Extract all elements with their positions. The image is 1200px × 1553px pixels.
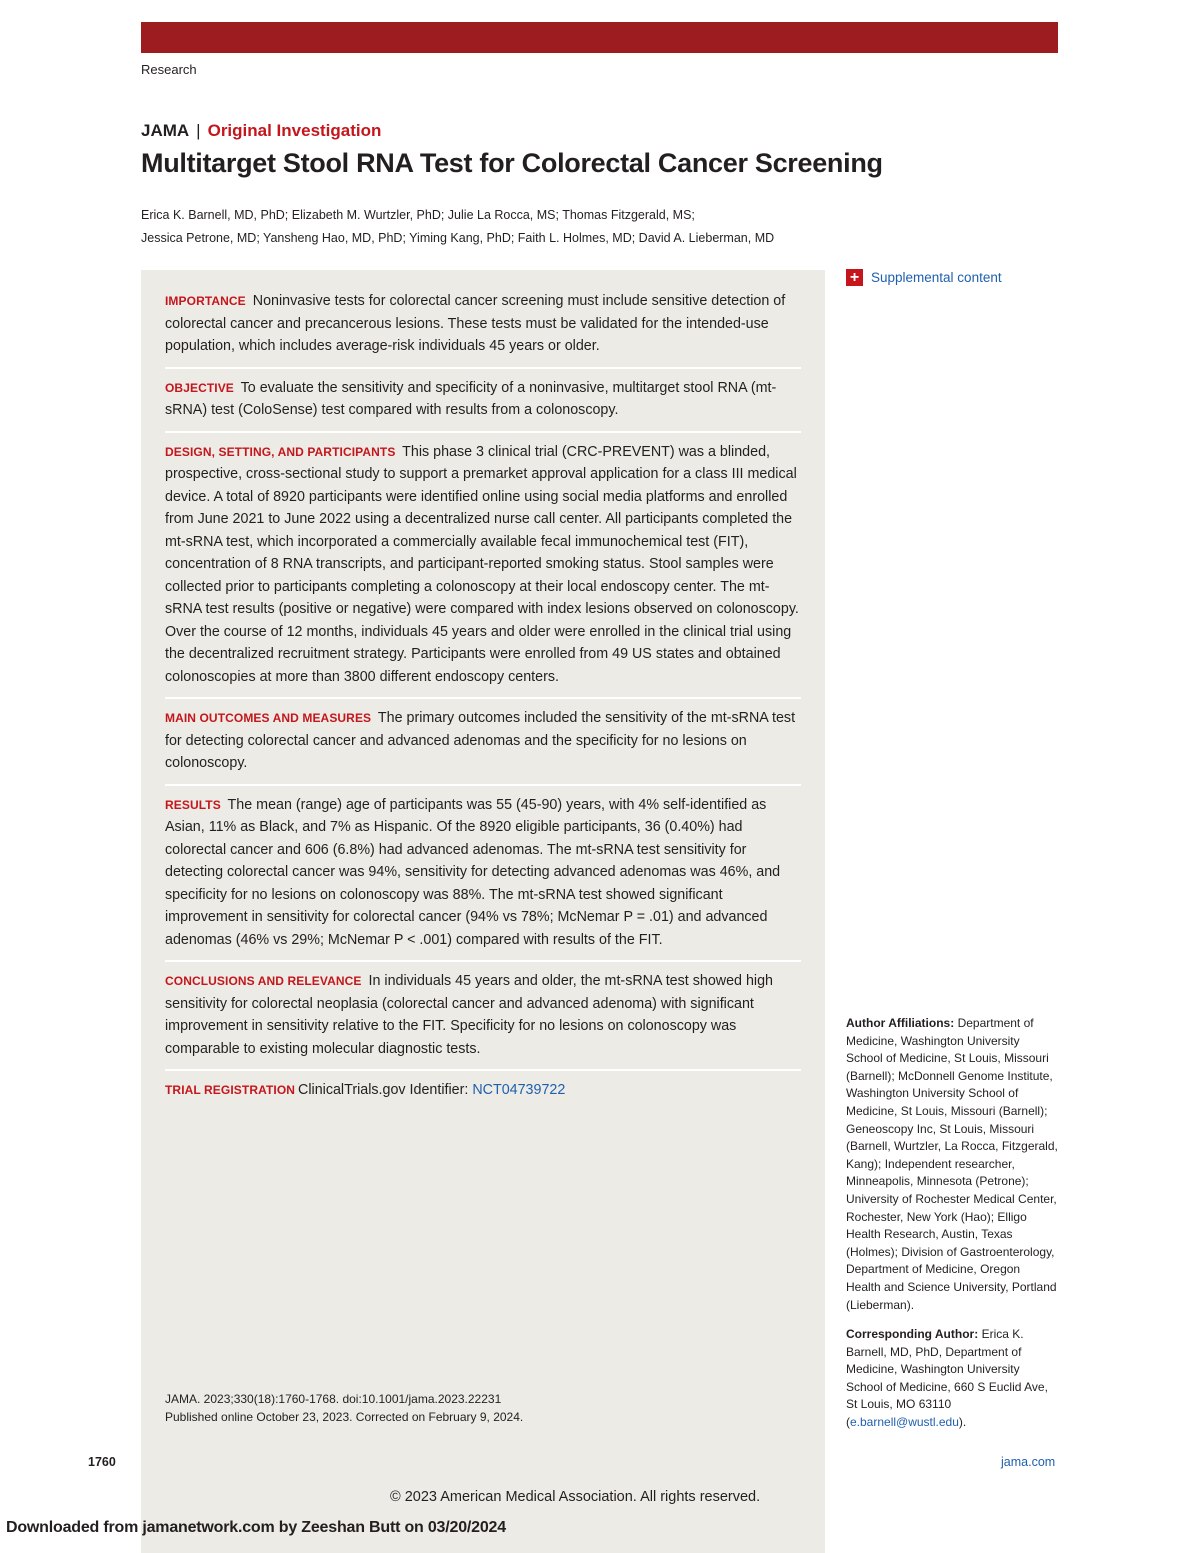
author-list <box>141 204 841 250</box>
conclusions-heading: CONCLUSIONS AND RELEVANCE <box>165 974 362 988</box>
conclusions-text: In individuals 45 years and older, the mt-sRNA test showed high sensitivity for colorectal neoplasia (colorectal cancer and advanced adenoma) with significant improvement in sensitivity relative to the FIT. Specificity for no lesions on colonoscopy was comparable to existing molecular diagnostic tests. <box>165 973 774 1057</box>
journal-name: JAMA <box>141 121 190 140</box>
abstract-outcomes <box>165 707 801 786</box>
page-number: 1760 <box>88 1455 116 1469</box>
article-title: Multitarget Stool RNA Test for Colorectal Cancer Screening <box>141 148 883 178</box>
author-affiliations <box>846 1015 1058 1314</box>
citation-line-1: JAMA. 2023;330(18):1760-1768. doi:10.1001/jama.2023.22231 <box>165 1392 502 1406</box>
corresponding-text: Erica K. Barnell, MD, PhD, Department of Medicine, Washington University School of Medicine, 660 S Euclid Ave, St Louis, MO 63110 ( <box>846 1327 1048 1430</box>
corresponding-email-link[interactable]: e.barnell@wustl.edu <box>850 1415 959 1430</box>
section-label: Research <box>141 62 197 77</box>
objective-heading: OBJECTIVE <box>165 380 234 395</box>
design-text: This phase 3 clinical trial (CRC-PREVENT) was a blinded, prospective, cross-sectional study to support a premarket approval application for a class III medical device. A total of 8920 participants were identified online using social media platforms and enrolled from June 2021 to June 2022 using a decentralized nurse call center. All participants completed the mt-sRNA test, which incorporated a commercially available fecal immunochemical test (FIT), concentration of 8 RNA transcripts, and participant-reported smoking status. Stool samples were collected prior to participants completing a colonoscopy at their local endoscopy center. The mt-sRNA test results (positive or negative) were compared with index lesions observed on colonoscopy. Over the course of 12 months, individuals 45 years and older were enrolled in the clinical trial using the decentralized recruitment strategy. Participants were enrolled from 49 US states and obtained colonoscopies at more than 3800 different endoscopy centers. <box>165 443 799 685</box>
trial-heading: TRIAL REGISTRATION <box>165 1083 296 1097</box>
importance-text: Noninvasive tests for colorectal cancer screening must include sensitive detection of colorectal cancer and precancerous lesions. These tests must be validated for the intended-use population, which includes average-risk individuals 45 years or older. <box>165 293 786 354</box>
importance-heading: IMPORTANCE <box>165 294 246 308</box>
outcomes-heading: MAIN OUTCOMES AND MEASURES <box>165 711 372 725</box>
abstract-importance <box>165 290 801 369</box>
abstract-trial-registration <box>165 1079 801 1111</box>
site-link[interactable]: jama.com <box>1001 1455 1056 1469</box>
abstract <box>165 290 801 1119</box>
affiliations-text: Department of Medicine, Washington University School of Medicine, St Louis, Missouri (Barnell); McDonnell Genome Institute, Washington University School of Medicine, St Louis, Missouri (Barnell); Geneoscopy Inc, St Louis, Missouri (Barnell, Wurtzler, La Rocca, Fitzgerald, Kang); Independent researcher, Minneapolis, Minnesota (Petrone); University of Rochester Medical Center, Rochester, New York (Hao); Elligo Health Research, Austin, Texas (Holmes); Division of Gastroenterology, Department of Medicine, Oregon Health and Science University, Portland (Lieberman). <box>846 1016 1058 1312</box>
copyright-notice: © 2023 American Medical Association. All rights reserved. <box>390 1489 761 1505</box>
journal-separator: | <box>196 121 201 140</box>
abstract-results <box>165 794 801 963</box>
download-watermark: Downloaded from jamanetwork.com by Zeeshan Butt on 03/20/2024 <box>6 1519 506 1536</box>
article-type: Original Investigation <box>207 121 382 140</box>
citation-line-2: Published online October 23, 2023. Corrected on February 9, 2024. <box>165 1410 524 1424</box>
supplemental-content-link[interactable] <box>846 269 1002 286</box>
corresponding-heading: Corresponding Author: <box>846 1327 979 1342</box>
corresponding-author <box>846 1326 1058 1432</box>
supplemental-label: Supplemental content <box>871 270 1002 285</box>
abstract-objective <box>165 377 801 433</box>
results-heading: RESULTS <box>165 797 221 812</box>
corresponding-tail: ). <box>958 1415 967 1430</box>
outcomes-text: The primary outcomes included the sensitivity of the mt-sRNA test for detecting colorectal cancer and advanced adenomas and the specificity for no lesions on colonoscopy. <box>165 710 796 771</box>
journal-color-bar <box>141 22 1058 53</box>
citation <box>165 1390 523 1426</box>
plus-icon: + <box>846 269 863 286</box>
design-heading: DESIGN, SETTING, AND PARTICIPANTS <box>165 444 396 459</box>
sidebar-affiliations <box>846 1015 1058 1444</box>
abstract-conclusions <box>165 970 801 1071</box>
trial-id-link[interactable]: NCT04739722 <box>472 1082 566 1098</box>
objective-text: To evaluate the sensitivity and specificity of a noninvasive, multitarget stool RNA (mt-sRNA) test (ColoSense) test compared with results from a colonoscopy. <box>165 379 777 418</box>
author-line-2: Jessica Petrone, MD; Yansheng Hao, MD, PhD; Yiming Kang, PhD; Faith L. Holmes, MD; David A. Lieberman, MD <box>141 231 775 245</box>
journal-line <box>141 121 381 141</box>
affiliations-heading: Author Affiliations: <box>846 1016 955 1030</box>
trial-text: ClinicalTrials.gov Identifier: <box>298 1082 473 1098</box>
author-line-1: Erica K. Barnell, MD, PhD; Elizabeth M. Wurtzler, PhD; Julie La Rocca, MS; Thomas Fitzgerald, MS; <box>141 208 695 222</box>
abstract-design <box>165 441 801 700</box>
results-text: The mean (range) age of participants was 55 (45-90) years, with 4% self-identified as Asian, 11% as Black, and 7% as Hispanic. Of the 8920 eligible participants, 36 (0.40%) had colorectal cancer and 606 (6.8%) had advanced adenomas. The mt-sRNA test sensitivity for detecting colorectal cancer was 94%, sensitivity for detecting advanced adenomas was 46%, and specificity for no lesions on colonoscopy was 88%. The mt-sRNA test showed significant improvement in sensitivity for colorectal cancer (94% vs 78%; McNemar P = .01) and advanced adenomas (46% vs 29%; McNemar P < .001) compared with results of the FIT. <box>165 796 781 948</box>
